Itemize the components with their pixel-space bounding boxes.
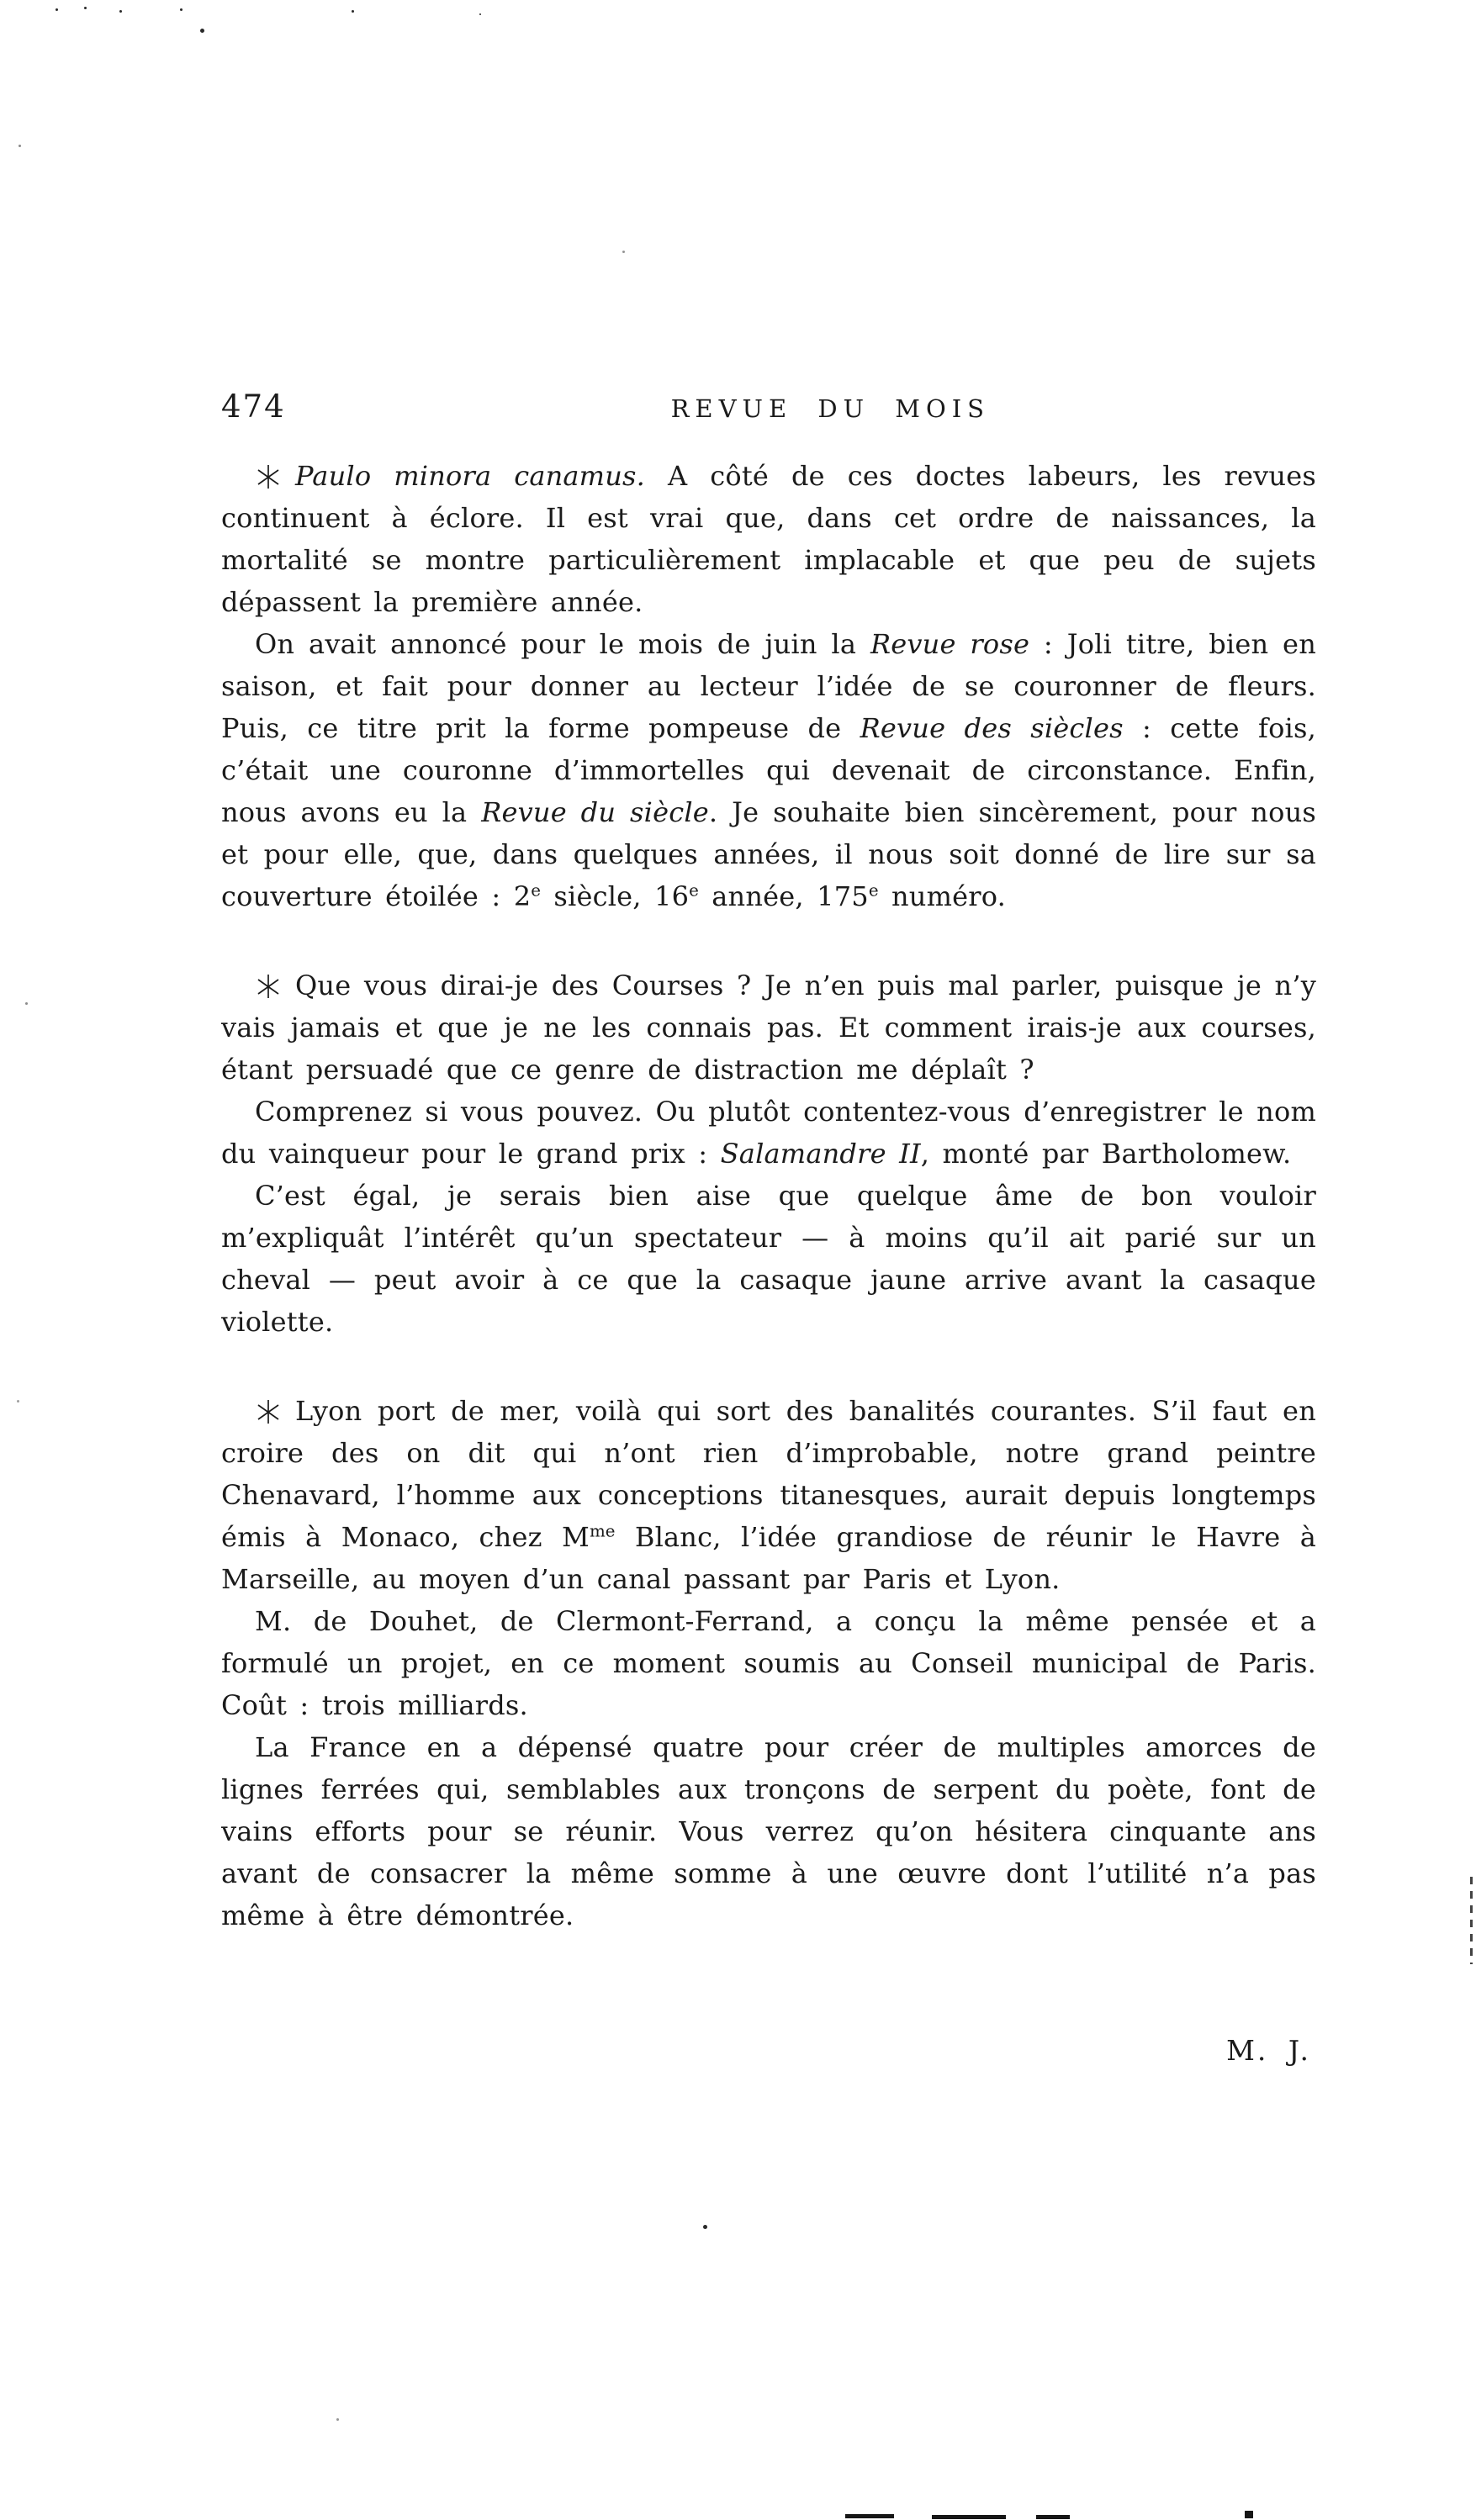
text-segment: e bbox=[689, 880, 699, 901]
text-segment: Paulo minora canamus. bbox=[295, 460, 646, 492]
running-title: REVUE DU MOIS bbox=[670, 394, 991, 423]
text-segment: siècle, 16 bbox=[541, 880, 690, 912]
paragraph bbox=[221, 1091, 1316, 1175]
bottom-edge-artifact bbox=[1245, 2511, 1253, 2518]
text-segment: : cette fois, c’était une couronne d’immortelles qui devenait de circonstance. Enfin, nous avons eu la bbox=[221, 712, 1316, 828]
text-segment: Revue du siècle bbox=[481, 796, 709, 828]
text-segment: Comprenez si vous pouvez. Ou plutôt contentez-vous d’enregistrer le nom du vainqueur pour le grand prix : bbox=[221, 1096, 1316, 1170]
scan-speck bbox=[119, 10, 122, 13]
page-header bbox=[221, 388, 1316, 425]
scan-speck bbox=[17, 1400, 19, 1403]
text-body bbox=[221, 455, 1316, 1936]
scan-speck bbox=[180, 8, 183, 11]
text-segment: Lyon port de mer, voilà qui sort des banalités courantes. S’il faut en croire des on dit qui n’ont rien d’improbable, notre grand peintre Chenavard, l’homme aux conceptions titanesques, aurait depuis longtemps émis à Monaco, chez M bbox=[221, 1395, 1316, 1553]
scan-speck bbox=[622, 251, 625, 253]
text-segment: e bbox=[868, 880, 879, 901]
text-segment: Salamandre II bbox=[720, 1138, 921, 1170]
paragraph bbox=[221, 1726, 1316, 1936]
section-star-icon bbox=[255, 1397, 282, 1426]
text-section bbox=[221, 964, 1316, 1343]
scan-speck bbox=[19, 145, 21, 147]
text-segment: e bbox=[531, 880, 542, 901]
section-star-icon bbox=[255, 462, 282, 491]
text-segment: , monté par Bartholomew. bbox=[920, 1138, 1292, 1170]
author-signature: M. J. bbox=[1226, 2034, 1311, 2067]
scan-speck bbox=[200, 29, 204, 33]
paragraph bbox=[221, 1600, 1316, 1726]
text-segment: M. de Douhet, de Clermont-Ferrand, a conçu la même pensée et a formulé un projet, en ce moment soumis au Conseil municipal de Paris. Coût : trois milliards. bbox=[221, 1605, 1316, 1721]
text-segment: : Joli titre, bien en saison, et fait pour donner au lecteur l’idée de se couronner de fleurs. Puis, ce titre prit la forme pompeuse de bbox=[221, 628, 1317, 744]
text-segment: La France en a dépensé quatre pour créer de multiples amorces de lignes ferrées qui, semblables aux tronçons de serpent du poète, font de vains efforts pour se réunir. Vous verrez qu’on hésitera cinquante ans avant de consacrer la même somme à une œuvre dont l’utilité n’a pas même à être démontrée. bbox=[221, 1731, 1316, 1931]
right-edge-dash-artifact bbox=[1470, 1877, 1473, 1964]
text-segment: C’est égal, je serais bien aise que quelque âme de bon vouloir m’expliquât l’intérêt qu’un spectateur — à moins qu’il ait parié sur un cheval — peut avoir à ce que la casaque jaune arrive avant la casaque violette. bbox=[221, 1180, 1316, 1338]
text-segment: année, 175 bbox=[698, 880, 869, 912]
scan-speck bbox=[56, 8, 58, 11]
text-segment: numéro. bbox=[878, 880, 1007, 912]
text-block bbox=[221, 388, 1316, 2095]
scan-speck bbox=[479, 13, 481, 15]
bottom-edge-artifact bbox=[932, 2515, 1006, 2519]
text-segment: me bbox=[589, 1521, 616, 1541]
text-segment: On avait annoncé pour le mois de juin la bbox=[255, 628, 870, 660]
paragraph bbox=[221, 1175, 1316, 1343]
scan-speck bbox=[336, 2418, 339, 2421]
text-segment: Que vous dirai-je des Courses ? Je n’en puis mal parler, puisque je n’y vais jamais et que je ne les connais pas. Et comment irais-je aux courses, étant persuadé que ce genre de distraction me déplaît ? bbox=[221, 969, 1316, 1086]
text-segment: Revue des siècles bbox=[860, 712, 1124, 744]
scan-speck bbox=[25, 1002, 28, 1005]
bottom-edge-artifact bbox=[845, 2514, 894, 2518]
scan-speck bbox=[703, 2225, 707, 2229]
paragraph-star bbox=[221, 455, 1316, 623]
scan-speck bbox=[352, 10, 354, 13]
text-segment: . Je souhaite bien sincèrement, pour nous et pour elle, que, dans quelques années, il nous soit donné de lire sur sa couverture étoilée : 2 bbox=[221, 796, 1317, 912]
paragraph-star bbox=[221, 964, 1316, 1091]
paragraph-star bbox=[221, 1390, 1316, 1600]
text-section bbox=[221, 1390, 1316, 1936]
text-segment: A côté de ces doctes labeurs, les revues continuent à éclore. Il est vrai que, dans cet ordre de naissances, la mortalité se montre particulièrement implacable et que peu de sujets dépassent la première année. bbox=[221, 460, 1317, 618]
paragraph bbox=[221, 623, 1316, 917]
text-section bbox=[221, 455, 1316, 917]
scan-speck bbox=[84, 7, 87, 9]
page-number: 474 bbox=[221, 388, 286, 425]
text-segment: Blanc, l’idée grandiose de réunir le Havre à Marseille, au moyen d’un canal passant par Paris et Lyon. bbox=[221, 1521, 1317, 1595]
text-segment: Revue rose bbox=[870, 628, 1030, 660]
section-star-icon bbox=[255, 972, 282, 1001]
bottom-edge-artifact bbox=[1036, 2515, 1070, 2519]
